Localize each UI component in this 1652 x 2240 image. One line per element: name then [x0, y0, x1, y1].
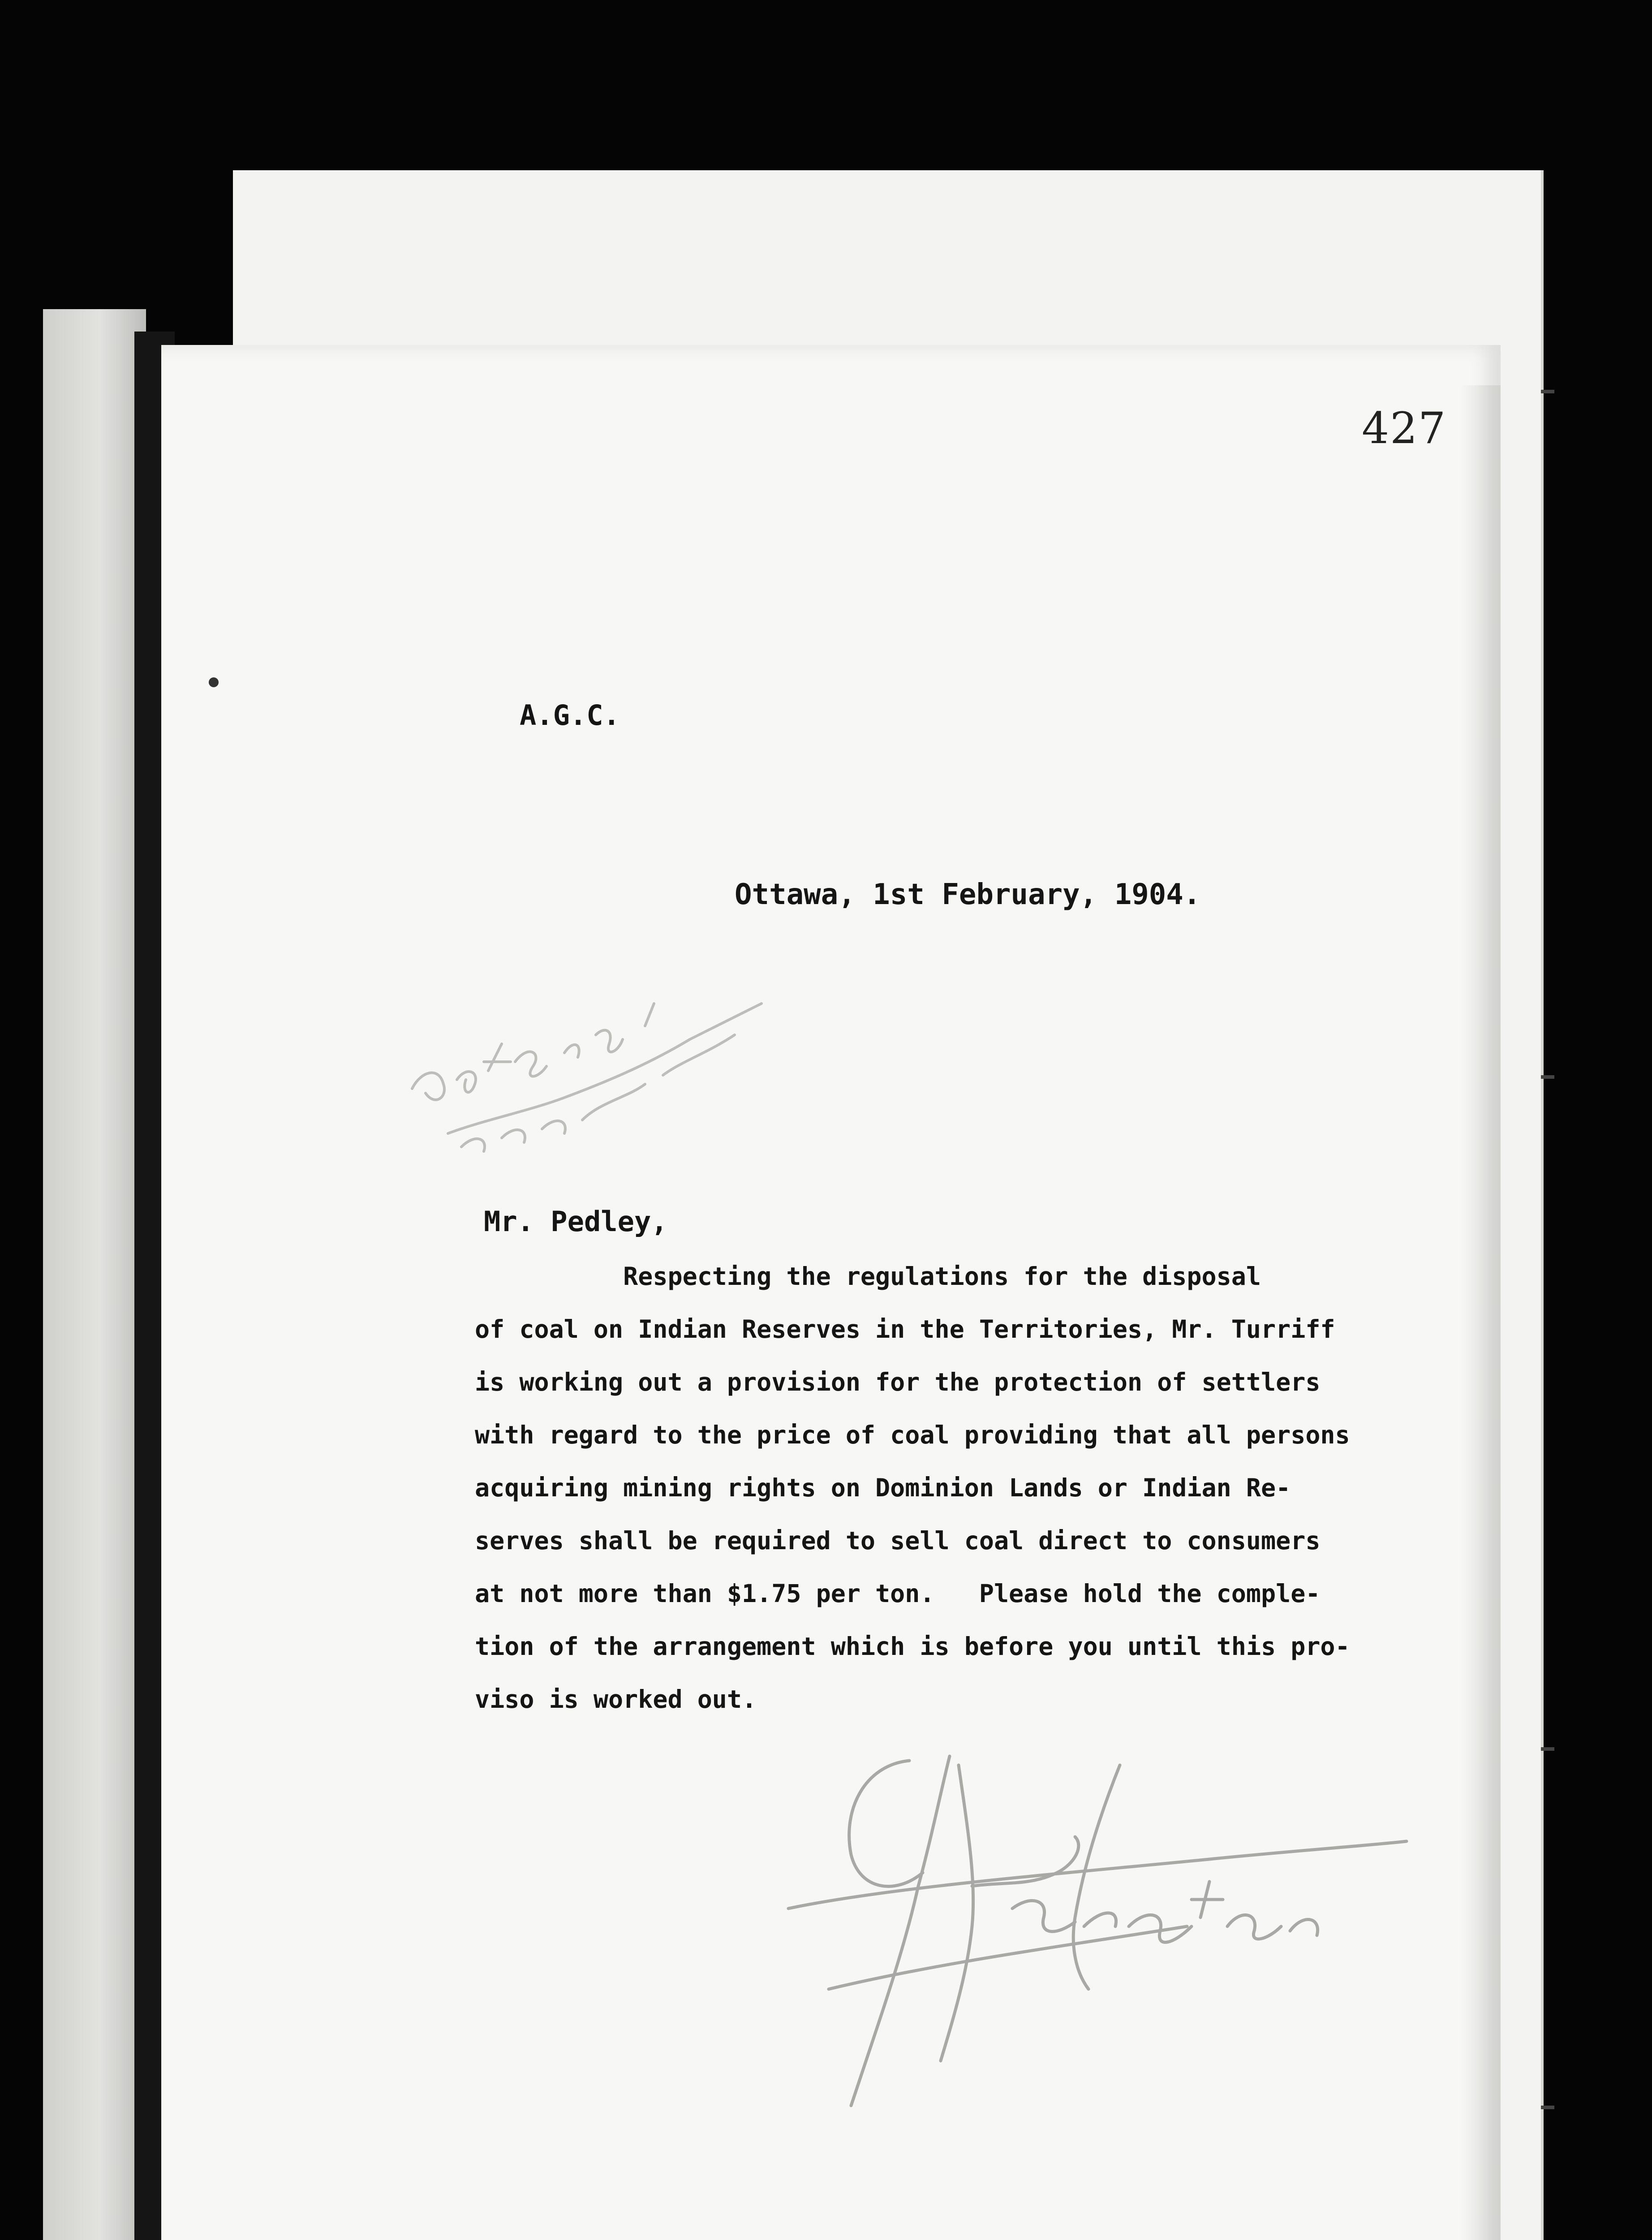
edge-tick: [1541, 2106, 1554, 2109]
letter-body: [475, 1250, 1350, 1726]
body-line: acquiring mining rights on Dominion Lands or Indian Re-: [475, 1473, 1291, 1502]
folio-number: 427: [1362, 403, 1447, 453]
page-curl-shadow: [1460, 385, 1501, 2240]
edge-tick: [1541, 390, 1554, 393]
date-line: Ottawa, 1st February, 1904.: [735, 878, 1201, 911]
edge-tick: [1541, 1747, 1554, 1751]
body-line: viso is worked out.: [475, 1685, 757, 1714]
body-line: is working out a provision for the protection of settlers: [475, 1368, 1321, 1396]
addressee-code: A.G.C.: [520, 699, 620, 732]
body-line: with regard to the price of coal providing that all persons: [475, 1421, 1350, 1449]
body-line: at not more than $1.75 per ton. Please hold the comple-: [475, 1579, 1321, 1608]
body-line: Respecting the regulations for the disposal: [475, 1262, 1261, 1291]
left-folded-strip: [43, 309, 146, 2240]
body-line: serves shall be required to sell coal direct to consumers: [475, 1526, 1321, 1555]
signature: [761, 1738, 1433, 2141]
punch-mark: [209, 677, 219, 687]
salutation: Mr. Pedley,: [484, 1205, 668, 1238]
body-line: tion of the arrangement which is before you until this pro-: [475, 1632, 1350, 1661]
edge-tick: [1541, 1075, 1554, 1079]
body-line: of coal on Indian Reserves in the Territories, Mr. Turriff: [475, 1315, 1335, 1344]
pencil-annotation: [394, 986, 797, 1210]
